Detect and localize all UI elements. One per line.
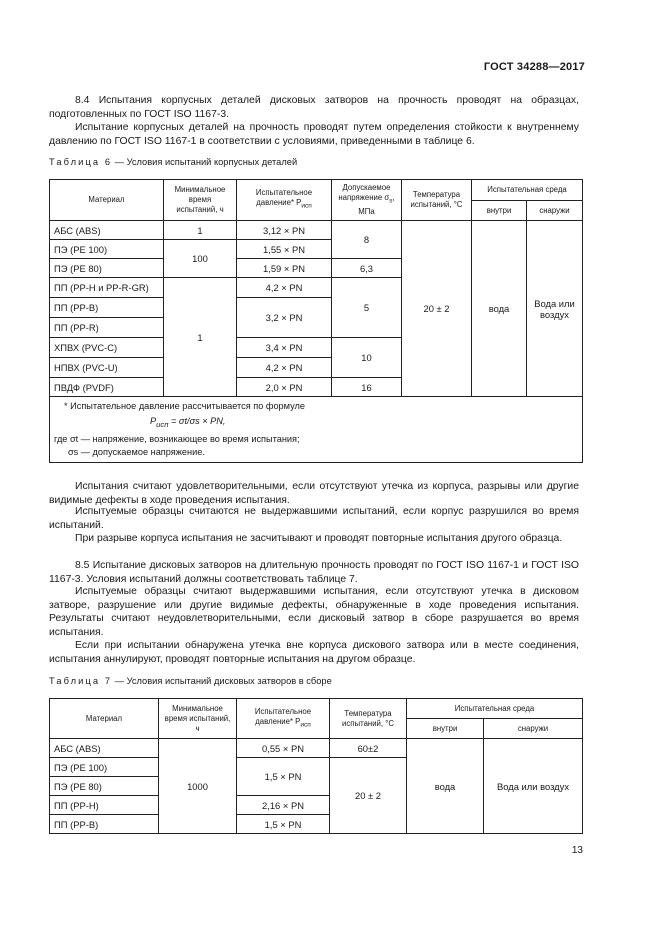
t6-outside: Вода или воздух (527, 221, 583, 397)
t7-pressure: 1,5 × PN (237, 758, 330, 796)
t6-stress: 10 (332, 338, 402, 378)
t7-header-inside: внутри (407, 719, 484, 739)
t6-pressure: 2,0 × PN (237, 378, 332, 397)
table7-caption (49, 676, 332, 686)
t6-material: ХПВХ (PVC-C) (50, 338, 164, 358)
t6-pressure: 1,55 × PN (237, 240, 332, 259)
t6-header-temperature: Температура испытаний, °С (402, 180, 472, 221)
t7-material: ПП (PP-H) (50, 796, 159, 815)
t6-material: НПВХ (PVC-U) (50, 358, 164, 378)
table7-caption-label: Таблица 7 (49, 676, 113, 686)
t6-pressure: 3,2 × PN (237, 298, 332, 338)
t6-stress: 8 (332, 221, 402, 259)
t6-pressure: 4,2 × PN (237, 358, 332, 378)
t6-header-inside: внутри (472, 201, 527, 221)
t6-footnote (50, 397, 583, 463)
table6-caption-label: Таблица 6 (49, 157, 113, 167)
t6-time: 100 (164, 240, 237, 278)
t6-header-pressure: Испытательное давление* $P_{исп}$ (237, 180, 332, 221)
t6-header-material: Материал (50, 180, 164, 221)
t7-temperature: 60±2 (330, 739, 407, 758)
t7-material: ПП (PP-B) (50, 815, 159, 834)
t6-material: ПП (PP-B) (50, 298, 164, 318)
t7-header-material: Материал (50, 699, 159, 739)
t6-material: АБС (ABS) (50, 221, 164, 240)
t6-material: ПП (PP-R) (50, 318, 164, 338)
t6-header-outside: снаружи (527, 201, 583, 221)
t7-pressure: 1,5 × PN (237, 815, 330, 834)
t7-material: АБС (ABS) (50, 739, 159, 758)
paragraph-results-ok: Испытания считают удовлетворительными, если отсутствуют утечка из корпуса, разрывы или другие видимые дефекты в ходе проведения испытания. (49, 481, 579, 506)
t7-header-temperature: Температура испытаний, °С (330, 699, 407, 739)
t7-material: ПЭ (PE 100) (50, 758, 159, 777)
t6-stress: 6,3 (332, 259, 402, 278)
page-number: 13 (571, 845, 583, 856)
t6-stress: 16 (332, 378, 402, 397)
paragraph-8-4: 8.4 Испытания корпусных деталей дисковых затворов на прочность проводят на образцах, подготовленных по ГОСТ ISO 1167-3. (49, 95, 579, 120)
t7-outside: Вода или воздух (484, 739, 583, 834)
table7-caption-text: — Условия испытаний дисковых затворов в сборе (114, 676, 332, 686)
t7-header-time: Минимальное время испытаний, ч (159, 699, 237, 739)
t6-material: ПВДФ (PVDF) (50, 378, 164, 397)
paragraph-leak: Если при испытании обнаружена утечка вне корпуса дискового затвора или в месте соединения, испытания аннулируют, проводят повторные испытания на другом образце. (49, 640, 579, 665)
t6-header-environment: Испытательная среда (472, 180, 583, 201)
t7-pressure: 0,55 × PN (237, 739, 330, 758)
paragraph-8-5: 8.5 Испытание дисковых затворов на длительную прочность проводят по ГОСТ ISO 1167-1 и ГОСТ ISO 1167-3. Условия испытаний должны соответствовать таблице 7. (49, 560, 579, 585)
t6-pressure: 1,59 × PN (237, 259, 332, 278)
t6-pressure: 4,2 × PN (237, 278, 332, 298)
t6-material: ПЭ (PE 100) (50, 240, 164, 259)
t6-stress: 5 (332, 278, 402, 338)
paragraph-strength-test: Испытание корпусных деталей на прочность проводят путем определения стойкости к внутреннему давлению по ГОСТ ISO 1167-1 в соответствии с условиями, приведенными в таблице 6. (49, 122, 579, 147)
t7-time: 1000 (159, 739, 237, 834)
t7-temperature: 20 ± 2 (330, 758, 407, 834)
table6-caption-text: — Условия испытаний корпусных деталей (114, 157, 298, 167)
table6-caption (49, 157, 297, 167)
t6-pressure: 3,12 × PN (237, 221, 332, 240)
t6-temperature: 20 ± 2 (402, 221, 472, 397)
t6-time: 1 (164, 221, 237, 240)
document-header: ГОСТ 34288—2017 (483, 61, 585, 73)
t7-inside: вода (407, 739, 484, 834)
t6-header-stress: Допускаемое напряжение $\sigma_s$, МПа (332, 180, 402, 221)
t6-inside: вода (472, 221, 527, 397)
table-7 (49, 698, 583, 834)
t6-formula: $P_{исп} = \sigma t/\sigma s$ × PN, (150, 415, 226, 429)
t7-header-outside: снаружи (484, 719, 583, 739)
t6-material: ПП (PP-H и PP-R-GR) (50, 278, 164, 298)
t6-note-1: * Испытательное давление рассчитывается по формуле (64, 400, 305, 411)
t7-pressure: 2,16 × PN (237, 796, 330, 815)
paragraph-rupture: При разрыве корпуса испытания не засчитывают и проводят повторные испытания другого образца. (75, 533, 563, 544)
t7-header-pressure: Испытательное давление* $P_{исп}$ (237, 699, 330, 739)
t6-note-2: где σt — напряжение, возникающее во время испытания; (54, 433, 300, 444)
t6-material: ПЭ (PE 80) (50, 259, 164, 278)
t6-time: 1 (164, 278, 237, 397)
t7-header-environment: Испытательная среда (407, 699, 583, 719)
t6-note-3: σs — допускаемое напряжение. (68, 446, 205, 457)
t6-pressure: 3,4 × PN (237, 338, 332, 358)
paragraph-passed: Испытуемые образцы считают выдержавшими испытания, если отсутствуют утечка в дисковом затворе, разрушение или другие видимые дефекты, обнаруженные в ходе проведения испытания. Результаты считают неудовлетворительными, если дисковый затвор в сборе разрушается во время испытания. (49, 586, 579, 638)
paragraph-failed: Испытуемые образцы считаются не выдержавшими испытаний, если корпус разрушился во время испытаний. (49, 506, 579, 531)
t7-material: ПЭ (PE 80) (50, 777, 159, 796)
t6-header-time: Минимальное время испытаний, ч (164, 180, 237, 221)
table-6 (49, 179, 583, 463)
